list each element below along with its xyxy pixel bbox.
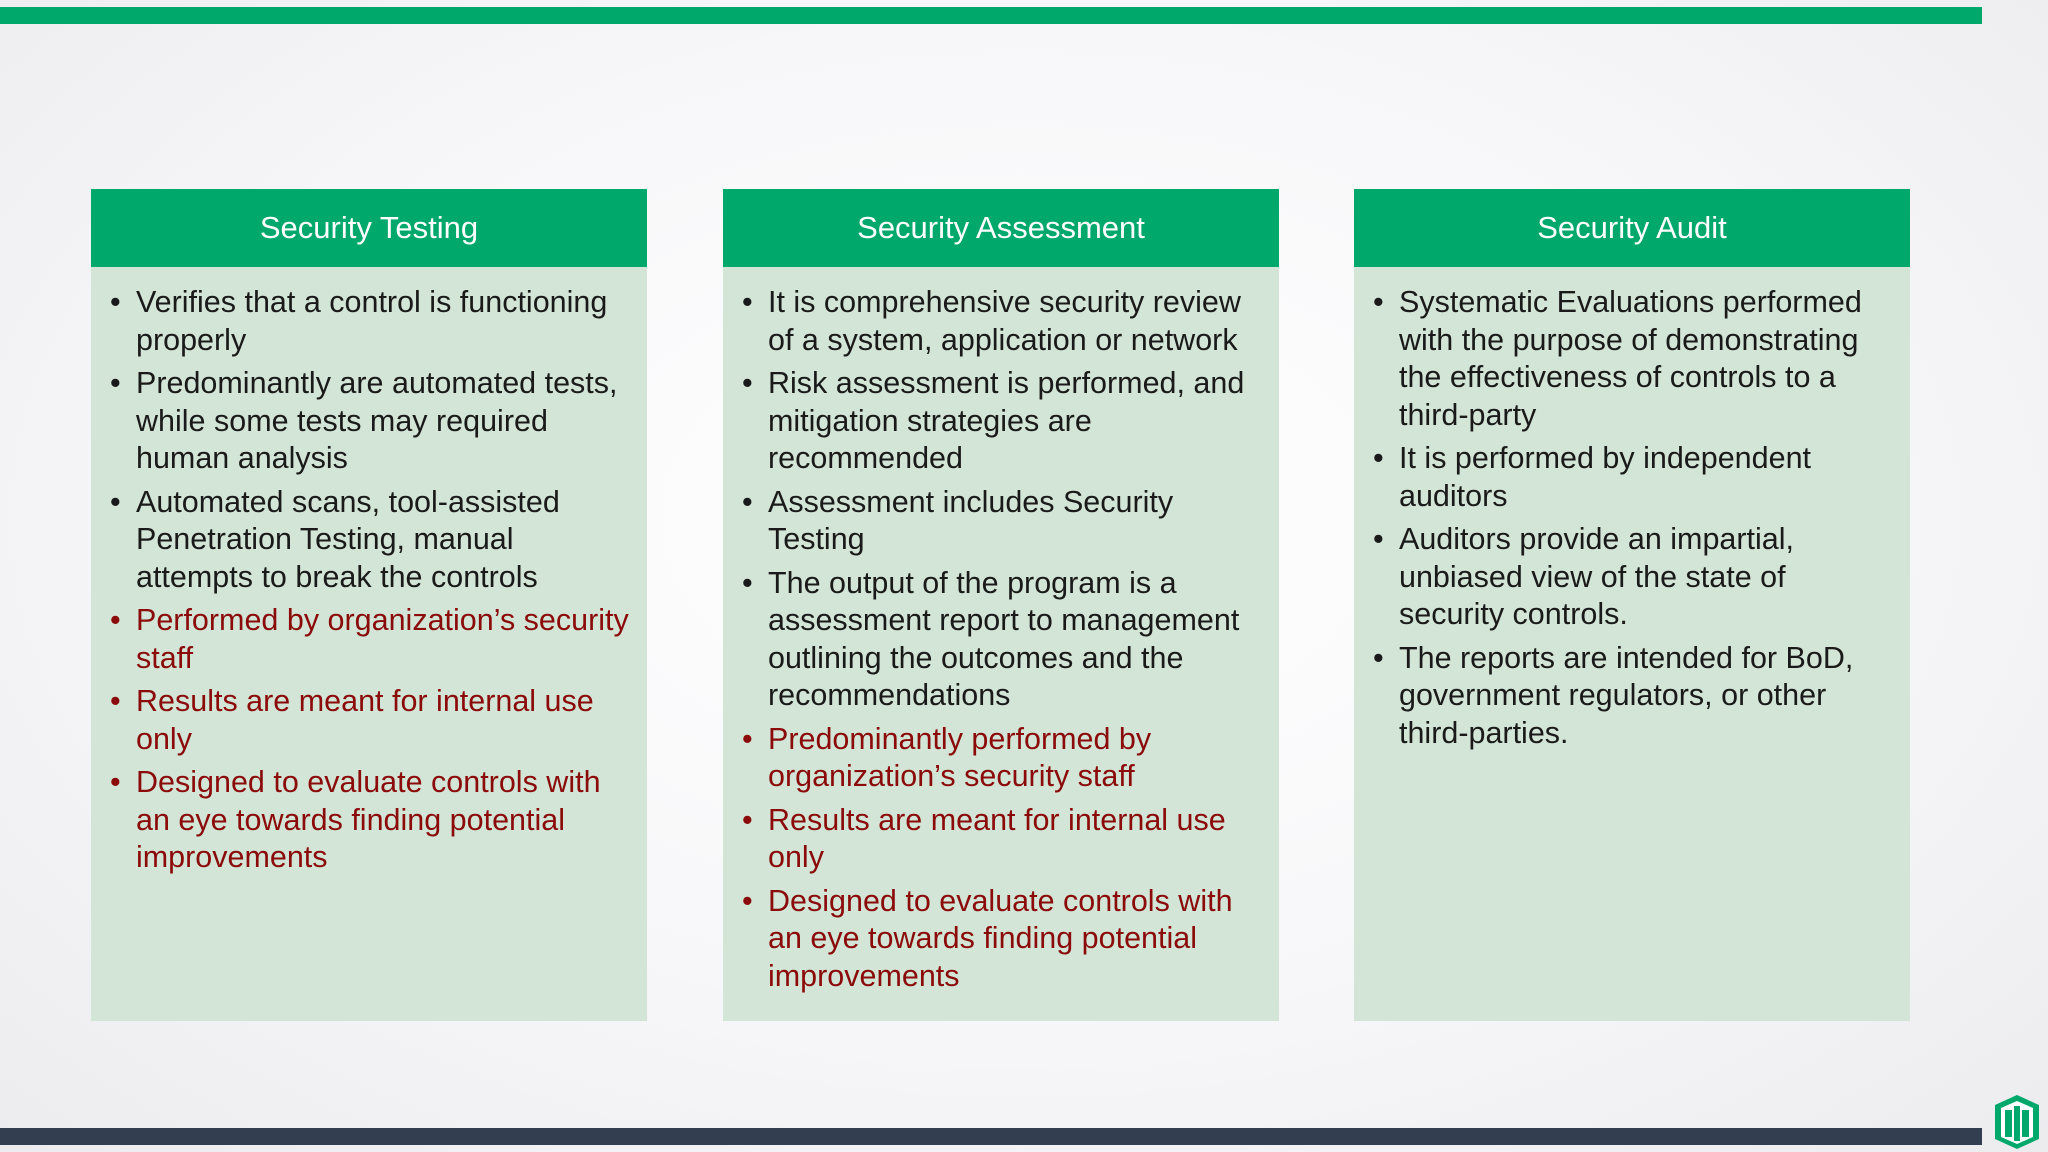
top-accent-bar [0,7,1982,24]
bullet-item: • Assessment includes Security Testing [742,484,1261,559]
bullet-item-highlighted: • Designed to evaluate controls with an eye towards finding potential improvements [110,764,629,877]
bullet-item-highlighted: • Results are meant for internal use only [110,683,629,758]
bullet-item: • The reports are intended for BoD, government regulators, or other third-parties. [1373,640,1892,753]
bullet-item: • Automated scans, tool-assisted Penetration Testing, manual attempts to break the controls [110,484,629,597]
card-security-assessment [723,189,1279,1021]
card-security-testing [91,189,647,1021]
bottom-accent-bar [0,1128,1982,1145]
bullet-list [742,284,1261,995]
bullet-item-highlighted: • Performed by organization’s security staff [110,602,629,677]
bullet-list [1373,284,1892,752]
bullet-item-highlighted: • Designed to evaluate controls with an eye towards finding potential improvements [742,883,1261,996]
bullet-list [110,284,629,877]
bullet-item: • It is performed by independent auditors [1373,440,1892,515]
bullet-item-highlighted: • Predominantly performed by organization’s security staff [742,721,1261,796]
bullet-item: • The output of the program is a assessment report to management outlining the outcomes and the recommendations [742,565,1261,715]
card-title: Security Audit [1354,189,1910,267]
card-security-audit [1354,189,1910,1021]
book-logo-icon [1993,1093,2041,1151]
bullet-item: • Risk assessment is performed, and mitigation strategies are recommended [742,365,1261,478]
card-title: Security Testing [91,189,647,267]
bullet-item: • Predominantly are automated tests, while some tests may required human analysis [110,365,629,478]
bullet-item-highlighted: • Results are meant for internal use only [742,802,1261,877]
bullet-item: • It is comprehensive security review of a system, application or network [742,284,1261,359]
bullet-item: • Verifies that a control is functioning properly [110,284,629,359]
bullet-item: • Auditors provide an impartial, unbiased view of the state of security controls. [1373,521,1892,634]
bullet-item: • Systematic Evaluations performed with the purpose of demonstrating the effectiveness of controls to a third-party [1373,284,1892,434]
card-title: Security Assessment [723,189,1279,267]
